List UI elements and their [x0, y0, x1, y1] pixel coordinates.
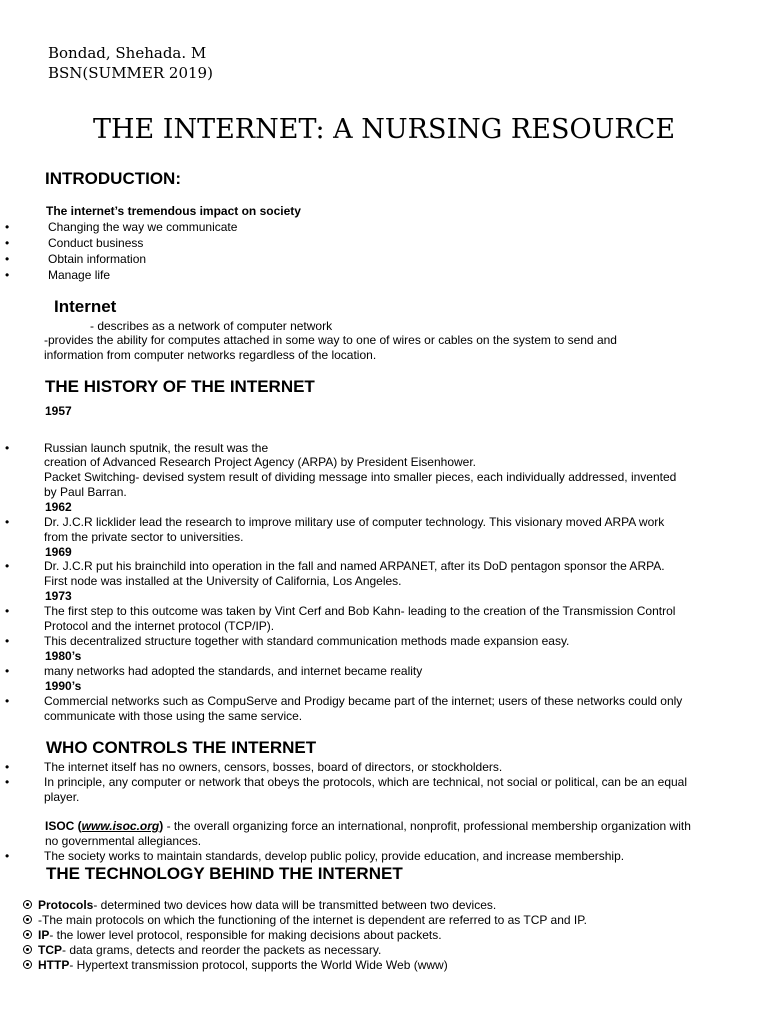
internet-heading: Internet	[54, 297, 117, 316]
history-text: First node was installed at the University of California, Los Angeles.	[44, 574, 402, 588]
bullet-icon: •	[5, 252, 10, 266]
isoc-link[interactable]: www.isoc.org	[81, 819, 160, 833]
technology-item	[38, 943, 381, 957]
history-text: creation of Advanced Research Project Agency (ARPA) by President Eisenhower.	[44, 455, 477, 469]
history-heading: THE HISTORY OF THE INTERNET	[45, 377, 315, 396]
bullet-icon: •	[5, 220, 10, 234]
history-text: Packet Switching- devised system result of dividing message into smaller pieces, each individually addressed, invented	[44, 470, 677, 484]
technology-term: HTTP	[38, 958, 70, 972]
history-text: Commercial networks such as CompuServe and Prodigy became part of the internet; users of these networks could only	[44, 694, 683, 708]
internet-description: -provides the ability for computes attached in some way to one of wires or cables on the system to send and	[44, 333, 617, 347]
technology-item	[38, 898, 496, 912]
intro-item: Obtain information	[48, 252, 147, 266]
author-name: Bondad, Shehada. M	[48, 44, 207, 62]
history-text: from the private sector to universities.	[44, 530, 244, 544]
history-text: This decentralized structure together with standard communication methods made expansion easy.	[44, 634, 570, 648]
technology-term: IP	[38, 928, 50, 942]
history-text: many networks had adopted the standards, and internet became reality	[44, 664, 423, 678]
history-text: Dr. J.C.R licklider lead the research to improve military use of computer technology. This visionary moved ARPA work	[44, 515, 665, 529]
isoc-label: ISOC (	[45, 819, 82, 833]
technology-heading: THE TECHNOLOGY BEHIND THE INTERNET	[46, 864, 403, 883]
circle-bullet-icon	[23, 945, 32, 954]
technology-item	[38, 958, 448, 972]
isoc-line	[45, 819, 691, 833]
year-1973: 1973	[45, 589, 72, 603]
isoc-text-continued: no governmental allegiances.	[45, 834, 202, 848]
controls-text: The internet itself has no owners, censors, bosses, board of directors, or stockholders.	[44, 760, 503, 774]
internet-definition: - describes as a network of computer network	[90, 319, 333, 333]
year-1962: 1962	[45, 500, 72, 514]
circle-bullet-icon	[23, 915, 32, 924]
year-1980s: 1980’s	[45, 649, 82, 663]
internet-description: information from computer networks regardless of the location.	[44, 348, 377, 362]
year-1990s: 1990’s	[45, 679, 82, 693]
technology-item	[38, 913, 587, 927]
controls-heading: WHO CONTROLS THE INTERNET	[46, 738, 317, 757]
technology-term: Protocols	[38, 898, 94, 912]
technology-text: - the lower level protocol, responsible for making decisions about packets.	[49, 928, 442, 942]
intro-item: Changing the way we communicate	[48, 220, 238, 234]
isoc-text: - the overall organizing force an international, nonprofit, professional membership organization with	[163, 819, 691, 833]
course-label: BSN(SUMMER 2019)	[48, 64, 213, 82]
bullet-icon: •	[5, 634, 10, 648]
technology-text: - determined two devices how data will be transmitted between two devices.	[93, 898, 497, 912]
controls-text: In principle, any computer or network that obeys the protocols, which are technical, not social or political, can be an equal	[44, 775, 688, 789]
technology-text: -The main protocols on which the functioning of the internet is dependent are referred to as TCP and IP.	[38, 913, 587, 927]
isoc-close: )	[159, 819, 164, 833]
history-text: by Paul Barran.	[44, 485, 127, 499]
controls-text: The society works to maintain standards, develop public policy, provide education, and increase membership.	[44, 849, 625, 863]
bullet-icon: •	[5, 664, 10, 678]
technology-item	[38, 928, 442, 942]
history-text: Dr. J.C.R put his brainchild into operation in the fall and named ARPANET, after its DoD pentagon sponsor the ARPA.	[44, 559, 665, 573]
bullet-icon: •	[5, 268, 10, 282]
history-text: The first step to this outcome was taken by Vint Cerf and Bob Kahn- leading to the creation of the Transmission Control	[44, 604, 676, 618]
intro-item: Manage life	[48, 268, 111, 282]
circle-bullet-icon	[23, 960, 32, 969]
page-title: THE INTERNET: A NURSING RESOURCE	[92, 114, 676, 145]
bullet-icon: •	[5, 694, 10, 708]
intro-subheading: The internet’s tremendous impact on society	[46, 204, 301, 218]
bullet-icon: •	[5, 236, 10, 250]
bullet-icon: •	[5, 760, 10, 774]
technology-term: TCP	[38, 943, 62, 957]
intro-item: Conduct business	[48, 236, 144, 250]
introduction-heading: INTRODUCTION:	[45, 169, 181, 188]
year-1969: 1969	[45, 545, 72, 559]
bullet-icon: •	[5, 441, 10, 455]
bullet-icon: •	[5, 849, 10, 863]
bullet-icon: •	[5, 515, 10, 529]
technology-text: - Hypertext transmission protocol, supports the World Wide Web (www)	[69, 958, 448, 972]
circle-bullet-icon	[23, 900, 32, 909]
history-text: communicate with those using the same service.	[44, 709, 303, 723]
bullet-icon: •	[5, 604, 10, 618]
bullet-icon: •	[5, 775, 10, 789]
year-1957: 1957	[45, 404, 72, 418]
history-text: Protocol and the internet protocol (TCP/IP).	[44, 619, 275, 633]
technology-text: - data grams, detects and reorder the packets as necessary.	[62, 943, 382, 957]
circle-bullet-icon	[23, 930, 32, 939]
controls-text: player.	[44, 790, 80, 804]
history-text: Russian launch sputnik, the result was the	[44, 441, 269, 455]
bullet-icon: •	[5, 559, 10, 573]
